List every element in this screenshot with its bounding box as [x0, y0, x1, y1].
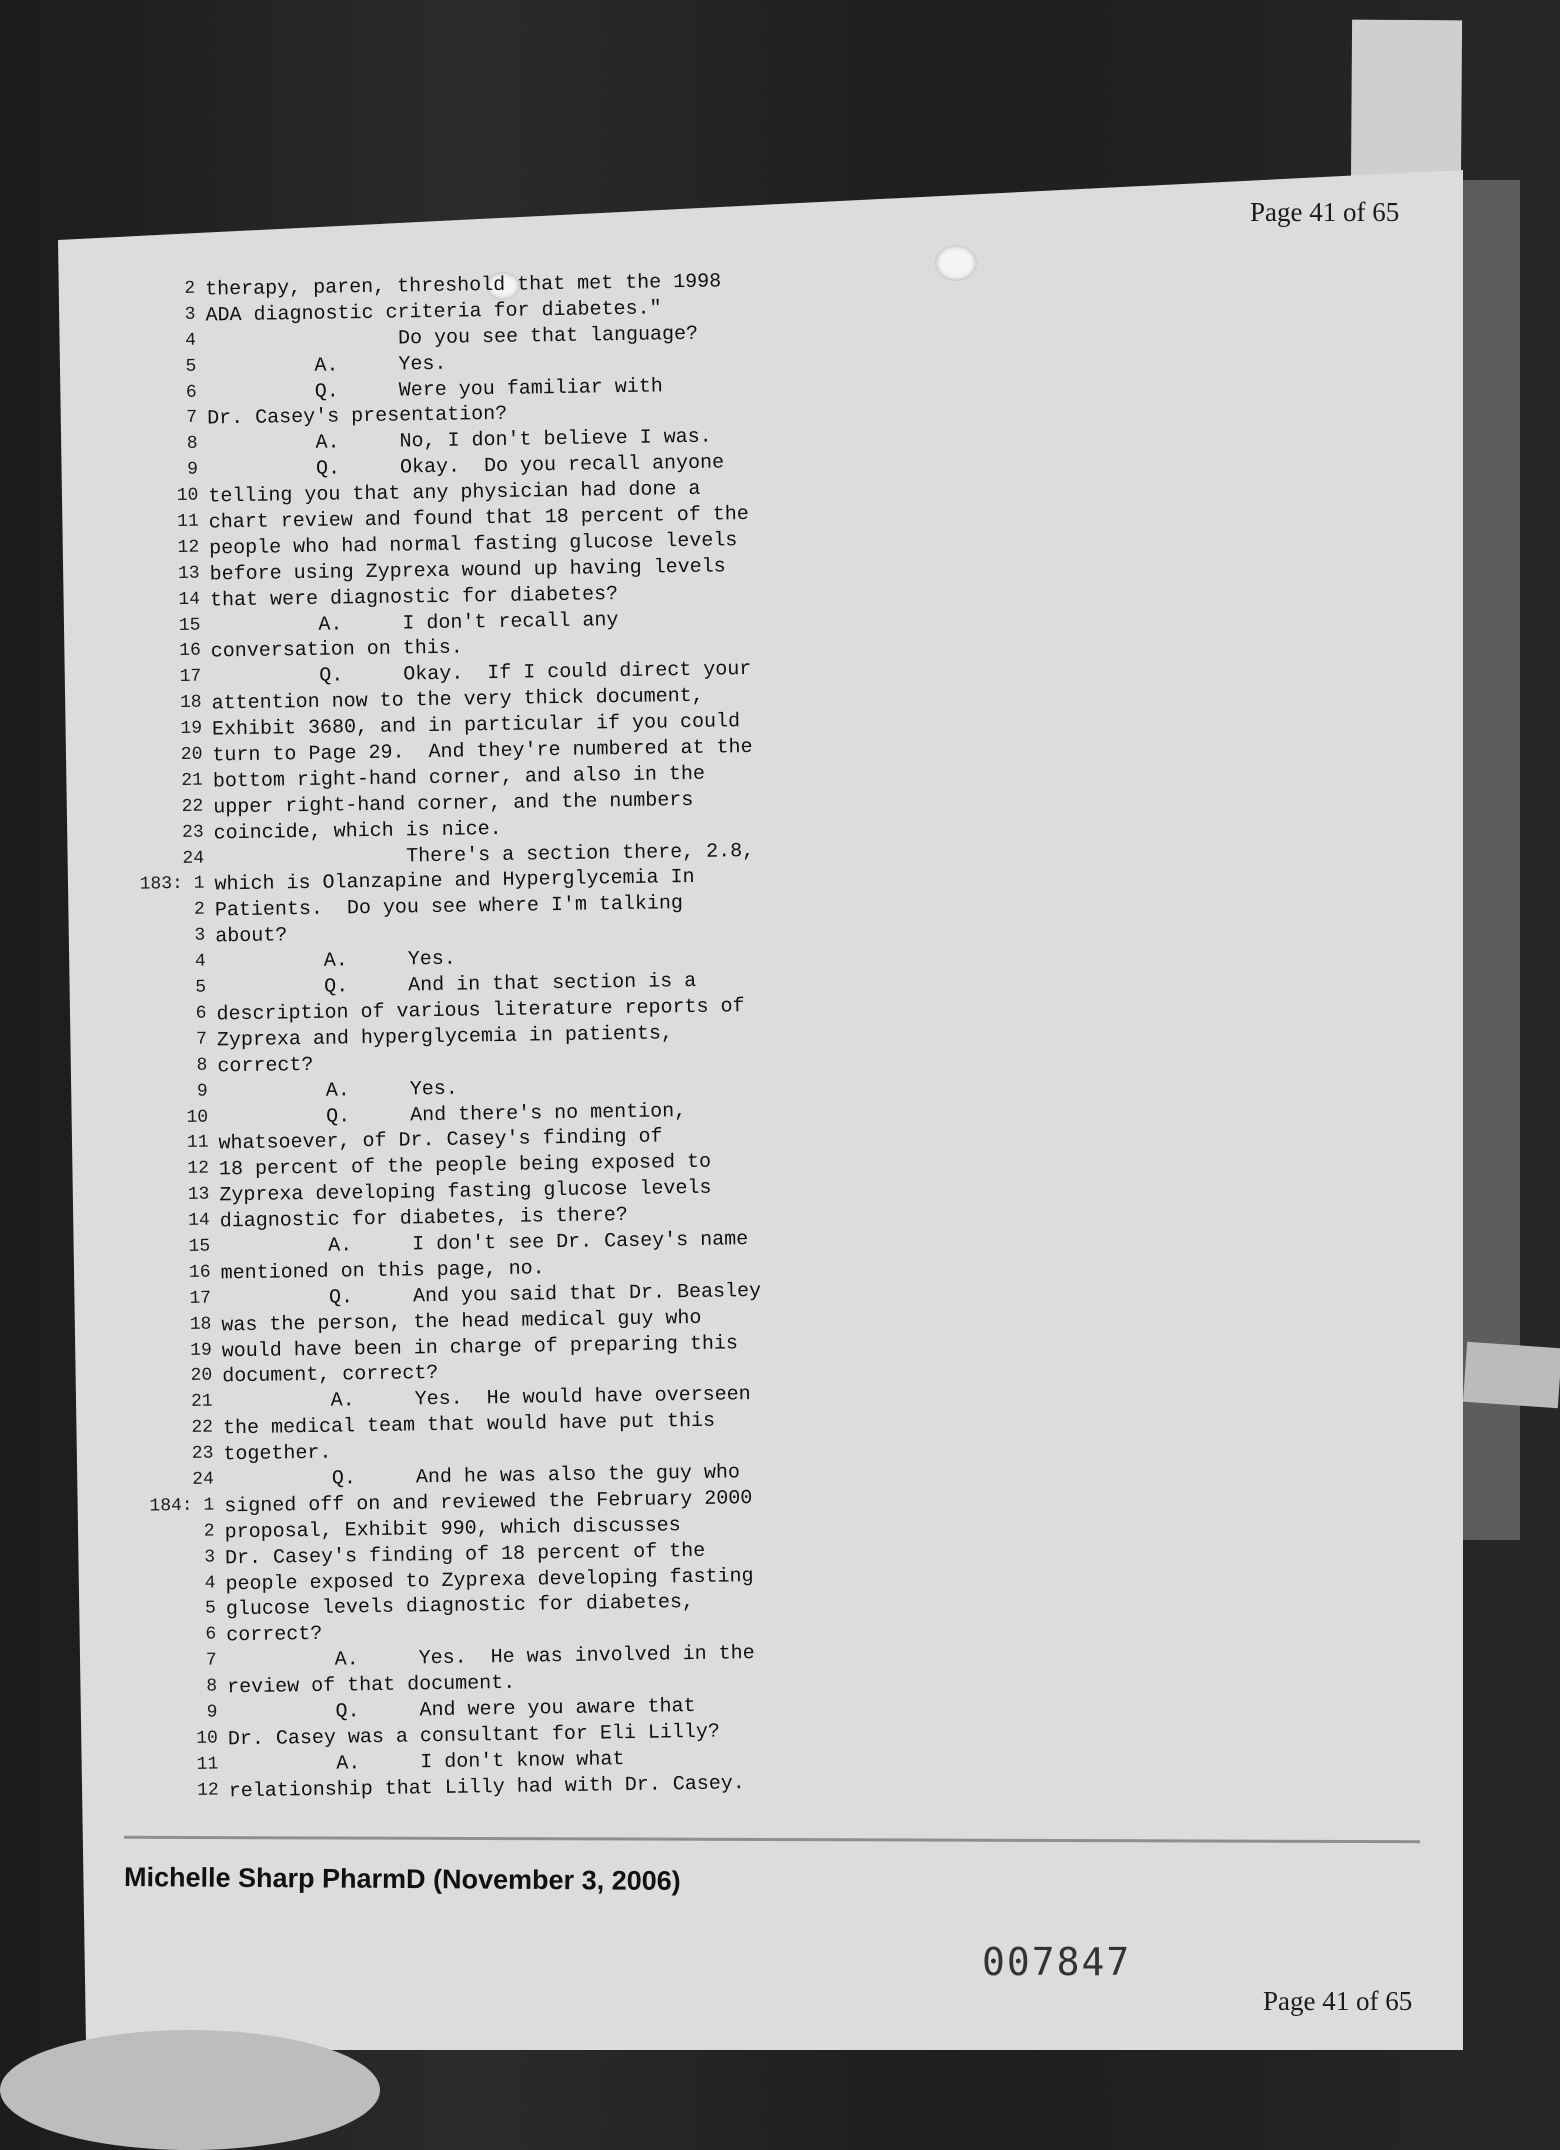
line-number: 17	[179, 666, 202, 688]
line-text: people who had normal fasting glucose levels	[209, 529, 738, 561]
line-text: document, correct?	[222, 1362, 439, 1389]
transcript-body	[110, 269, 854, 1808]
line-number: 12	[196, 1780, 219, 1801]
line-text: together.	[223, 1441, 332, 1467]
line-text: 18 percent of the people being exposed to	[218, 1150, 712, 1182]
line-text: Dr. Casey was a consultant for Eli Lilly?	[227, 1720, 721, 1752]
line-number: 4	[204, 1573, 216, 1594]
line-text: signed off on and reviewed the February 2000	[224, 1486, 753, 1519]
background-sheet-edge	[1460, 180, 1520, 1540]
line-number: 18	[179, 692, 202, 714]
deponent-footer: Michelle Sharp PharmD (November 3, 2006)	[123, 1862, 681, 1896]
line-text: description of various literature reports of	[216, 995, 745, 1027]
line-text: bottom right-hand corner, and also in the	[212, 762, 706, 794]
line-text: upper right-hand corner, and the numbers	[213, 788, 694, 820]
punch-hole	[935, 245, 977, 281]
line-text: Zyprexa developing fasting glucose levels	[219, 1176, 712, 1208]
line-number: 4	[184, 330, 197, 351]
line-text: before using Zyprexa wound up having levels	[209, 555, 726, 587]
line-text: Do you see that language?	[205, 322, 699, 354]
line-number: 9	[196, 1081, 208, 1102]
line-text: people exposed to Zyprexa developing fasting	[225, 1564, 754, 1596]
line-number: 2	[203, 1521, 215, 1542]
line-number: 3	[194, 925, 206, 947]
line-number: 6	[195, 1003, 207, 1024]
paper-tab	[1463, 1342, 1560, 1408]
line-text: Zyprexa and hyperglycemia in patients,	[216, 1022, 674, 1053]
line-number: 8	[196, 1055, 208, 1076]
line-number: 12	[177, 537, 200, 558]
line-text: coincide, which is nice.	[213, 817, 502, 846]
line-text: diagnostic for diabetes, is there?	[219, 1204, 629, 1234]
line-text: which is Olanzapine and Hyperglycemia In	[214, 866, 695, 897]
line-text: attention now to the very thick document,	[211, 684, 704, 716]
page-number-top: Page 41 of 65	[1250, 197, 1400, 227]
line-text: relationship that Lilly had with Dr. Casey.	[228, 1771, 745, 1803]
line-number: 2	[184, 278, 196, 299]
line-text: Q. Okay. Do you recall anyone	[207, 451, 725, 483]
line-number: 184: 1	[149, 1495, 215, 1517]
line-text: therapy, paren, threshold that met the 1998	[204, 270, 722, 302]
line-text: Q. And you said that Dr. Beasley	[220, 1279, 762, 1312]
line-number: 10	[196, 1728, 219, 1749]
line-text: Q. And were you aware that	[227, 1694, 696, 1726]
page-number-bottom: Page 41 of 65	[1263, 1986, 1413, 2016]
line-number: 20	[180, 744, 203, 765]
line-text: Q. And there's no mention,	[218, 1099, 687, 1130]
line-text: chart review and found that 18 percent of the	[208, 503, 750, 535]
line-number: 7	[195, 1029, 208, 1050]
line-number: 24	[192, 1469, 215, 1490]
line-number: 14	[188, 1210, 210, 1231]
line-text: ADA diagnostic criteria for diabetes."	[205, 297, 662, 328]
line-number: 10	[186, 1107, 209, 1128]
line-text: A. Yes. He would have overseen	[222, 1383, 751, 1415]
line-text: conversation on this.	[210, 636, 464, 664]
line-text: was the person, the head medical guy who	[221, 1306, 702, 1338]
line-text: A. Yes.	[217, 1077, 458, 1105]
line-number: 5	[185, 356, 197, 377]
line-number: 23	[181, 822, 204, 843]
line-text: Exhibit 3680, and in particular if you could	[211, 710, 741, 742]
line-number: 10	[176, 485, 199, 507]
line-number: 16	[179, 641, 201, 662]
line-number: 3	[204, 1547, 216, 1568]
line-text: Q. Okay. If I could direct your	[211, 658, 752, 690]
line-text: glucose levels diagnostic for diabetes,	[225, 1591, 695, 1622]
line-text: Q. Were you familiar with	[206, 374, 663, 406]
line-number: 9	[187, 459, 199, 481]
line-text: correct?	[217, 1053, 314, 1079]
line-text: correct?	[226, 1623, 323, 1648]
line-text: telling you that any physician had done a	[208, 477, 701, 509]
line-number: 183: 1	[139, 874, 205, 896]
line-text: Dr. Casey's finding of 18 percent of the	[224, 1539, 706, 1570]
line-text: A. I don't know what	[228, 1747, 625, 1778]
line-number: 12	[187, 1158, 210, 1180]
line-text: A. No, I don't believe I was.	[207, 425, 712, 457]
line-number: 6	[205, 1624, 217, 1645]
line-number: 6	[185, 382, 197, 403]
line-number: 14	[178, 589, 201, 610]
line-number: 5	[195, 977, 207, 998]
line-number: 17	[189, 1288, 212, 1309]
line-number: 9	[206, 1702, 218, 1723]
line-number: 8	[206, 1676, 218, 1697]
line-number: 11	[177, 511, 199, 532]
line-number: 5	[204, 1598, 217, 1620]
line-number: 11	[196, 1754, 219, 1775]
line-number: 22	[191, 1417, 214, 1439]
line-text: A. Yes.	[206, 352, 447, 380]
line-text: Patients. Do you see where I'm talking	[214, 892, 684, 923]
line-text: would have been in charge of preparing this	[221, 1331, 739, 1363]
line-text: Q. And in that section is a	[215, 969, 697, 1001]
line-text: Dr. Casey's presentation?	[207, 403, 508, 431]
line-number: 15	[178, 615, 201, 636]
line-number: 15	[188, 1236, 211, 1257]
line-text: mentioned on this page, no.	[220, 1257, 545, 1286]
line-text: about?	[215, 924, 288, 949]
desk-object	[0, 2030, 380, 2150]
line-number: 7	[186, 408, 198, 429]
line-number: 8	[186, 433, 198, 455]
line-text: A. I don't see Dr. Casey's name	[220, 1228, 749, 1260]
line-number: 24	[182, 848, 205, 869]
line-number: 2	[193, 899, 206, 921]
line-text: the medical team that would have put this	[222, 1409, 716, 1441]
line-text: Q. And he was also the guy who	[223, 1461, 741, 1493]
line-text: whatsoever, of Dr. Casey's finding of	[218, 1125, 663, 1156]
line-number: 13	[177, 563, 200, 584]
line-number: 21	[181, 770, 204, 791]
line-number: 23	[191, 1443, 214, 1464]
line-text: A. I don't recall any	[210, 608, 619, 639]
line-number: 20	[190, 1365, 213, 1387]
line-text: review of that document.	[226, 1671, 516, 1700]
line-text: that were diagnostic for diabetes?	[209, 582, 619, 613]
line-number: 13	[187, 1184, 210, 1206]
line-number: 7	[205, 1650, 217, 1671]
line-number: 22	[181, 796, 204, 817]
line-text: A. Yes.	[215, 947, 456, 975]
line-text: turn to Page 29. And they're numbered at the	[212, 735, 753, 768]
line-number: 4	[194, 951, 206, 972]
line-text: There's a section there, 2.8,	[213, 839, 755, 872]
bates-number: 007847	[982, 1940, 1132, 1984]
line-text: A. Yes. He was involved in the	[226, 1642, 755, 1674]
line-number: 19	[190, 1340, 212, 1361]
line-number: 18	[189, 1314, 212, 1335]
line-number: 16	[188, 1262, 211, 1283]
line-text: proposal, Exhibit 990, which discusses	[224, 1513, 681, 1545]
line-number: 21	[190, 1391, 213, 1413]
line-number: 19	[180, 718, 203, 740]
line-number: 11	[186, 1132, 209, 1154]
line-number: 3	[184, 304, 196, 325]
